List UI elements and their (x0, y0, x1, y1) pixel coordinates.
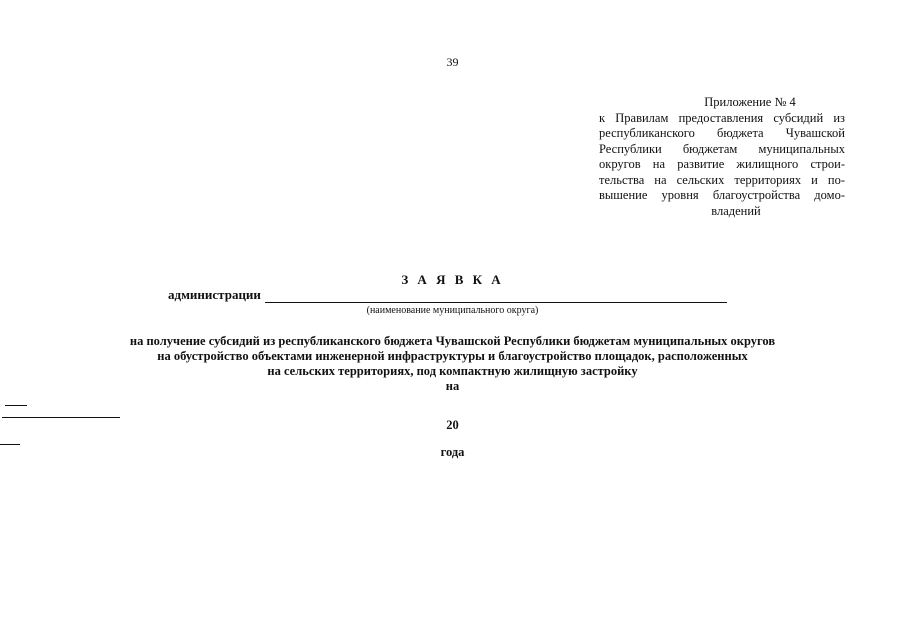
date-day-field[interactable] (5, 394, 27, 406)
purpose-line: на сельских территориях, под компактную жилищную застройку (267, 364, 638, 378)
date-century: 20 (446, 418, 459, 432)
page-number: 39 (446, 55, 459, 69)
purpose-line: на получение субсидий из республиканского бюджета Чувашской Республики бюджетам муниципальных округов (129, 334, 776, 348)
appendix-title: Приложение № 4 (704, 95, 796, 109)
appendix-line: вышение уровня благоустройства домо- (599, 188, 845, 202)
appendix-line: к Правилам предоставления субсидий из (599, 110, 845, 125)
admin-row (168, 287, 727, 303)
document-title: З А Я В К А (401, 272, 504, 287)
admin-label: администрации (168, 287, 261, 302)
admin-name-field[interactable] (265, 290, 727, 303)
appendix-line: республиканского бюджета Чувашской (599, 126, 845, 140)
date-month-field[interactable] (2, 406, 120, 418)
purpose-block (0, 334, 905, 460)
appendix-block (599, 95, 845, 219)
admin-hint: (наименование муниципального округа) (366, 305, 539, 316)
date-prefix: на (445, 379, 460, 393)
appendix-line: округов на развитие жилищного строи- (599, 157, 845, 171)
appendix-last-line: владений (711, 203, 761, 218)
date-suffix: года (440, 445, 465, 459)
date-row (0, 379, 905, 460)
appendix-line: тельства на сельских территориях и по- (599, 172, 845, 187)
date-year-field[interactable] (0, 433, 20, 445)
purpose-line: на обустройство объектами инженерной инфраструктуры и благоустройство площадок, расположенных (157, 349, 748, 363)
appendix-line: Республики бюджетам муниципальных (599, 141, 845, 156)
